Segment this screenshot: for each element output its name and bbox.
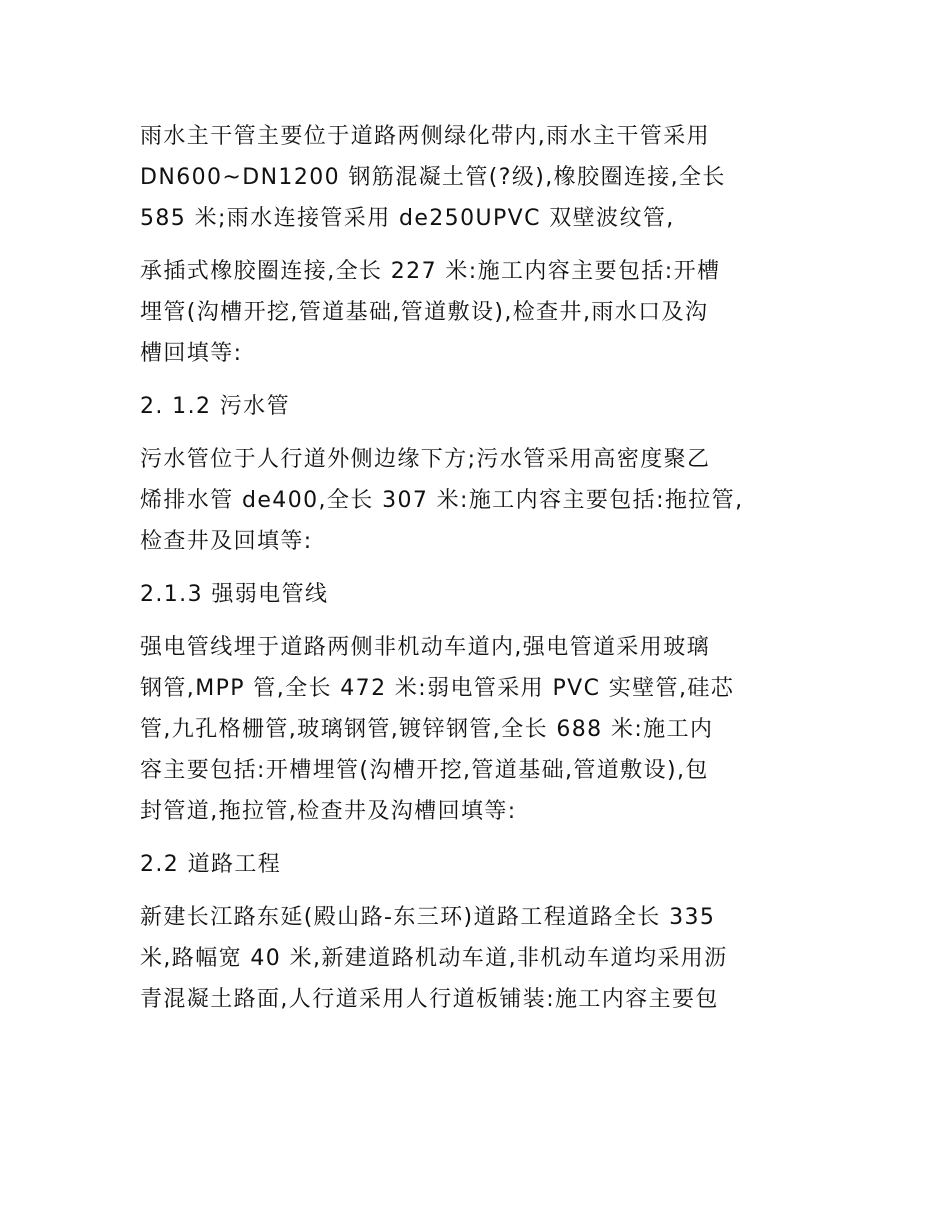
paragraph-road [140,897,820,1020]
text-line: 585 米;雨水连接管采用 de250UPVC 双壁波纹管, [140,206,675,231]
text-line: 新建长江路东延(殿山路-东三环)道路工程道路全长 335 [140,905,716,930]
heading-line: 2.2 道路工程 [140,852,282,877]
text-line: 钢管,MPP 管,全长 472 米:弱电管采用 PVC 实壁管,硅芯 [140,676,735,701]
document-page [140,116,820,1020]
text-line: 槽回填等: [140,341,243,366]
section-heading-road [140,844,820,885]
text-line: 污水管位于人行道外侧边缘下方;污水管采用高密度聚乙 [140,447,711,472]
text-line: DN600~DN1200 钢筋混凝土管(?级),橡胶圈连接,全长 [140,165,726,190]
text-line: 容主要包括:开槽埋管(沟槽开挖,管道基础,管道敷设),包 [140,758,709,783]
text-line: 米,路幅宽 40 米,新建道路机动车道,非机动车道均采用沥 [140,946,728,971]
heading-line: 2.1.3 强弱电管线 [140,582,329,607]
paragraph-storm-connection [140,251,820,374]
heading-line: 2. 1.2 污水管 [140,394,290,419]
text-line: 埋管(沟槽开挖,管道基础,管道敷设),检查井,雨水口及沟 [140,300,709,325]
section-heading-power [140,574,820,615]
text-line: 雨水主干管主要位于道路两侧绿化带内,雨水主干管采用 [140,124,710,149]
text-line: 检查井及回填等: [140,529,313,554]
text-line: 管,九孔格栅管,玻璃钢管,镀锌钢管,全长 688 米:施工内 [140,717,714,742]
text-line: 强电管线埋于道路两侧非机动车道内,强电管道采用玻璃 [140,635,710,660]
text-line: 青混凝土路面,人行道采用人行道板铺装:施工内容主要包 [140,987,719,1012]
paragraph-sewage [140,439,820,562]
text-line: 封管道,拖拉管,检查井及沟槽回填等: [140,799,517,824]
paragraph-power [140,627,820,832]
text-line: 烯排水管 de400,全长 307 米:施工内容主要包括:拖拉管, [140,488,744,513]
paragraph-storm-main-pipe [140,116,820,239]
text-line: 承插式橡胶圈连接,全长 227 米:施工内容主要包括:开槽 [140,259,721,284]
section-heading-sewage [140,386,820,427]
